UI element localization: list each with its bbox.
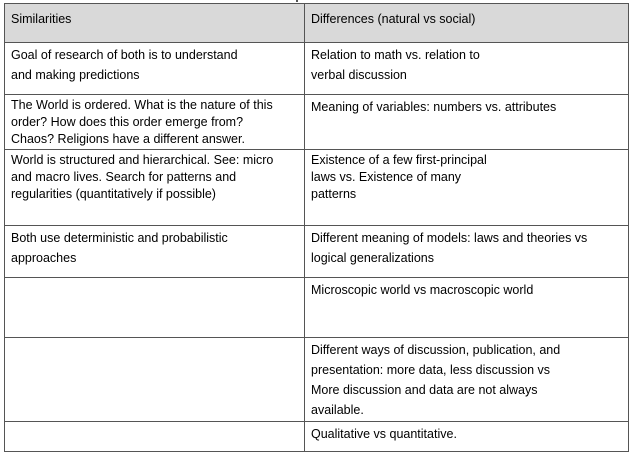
table-row [5, 226, 629, 278]
cell-line: More discussion and data are not always [311, 383, 538, 397]
similarity-cell-empty [5, 338, 305, 422]
table-row [5, 150, 629, 226]
header-similarities: Similarities [5, 4, 305, 43]
header-differences: Differences (natural vs social) [305, 4, 629, 43]
cell-line: World is structured and hierarchical. See: micro [11, 153, 274, 167]
table-row [5, 95, 629, 150]
similarity-cell [5, 95, 305, 150]
similarity-cell-empty [5, 422, 305, 452]
cell-line: order? How does this order emerge from? [11, 115, 244, 129]
cell-line: laws vs. Existence of many [311, 170, 462, 184]
cell-line: verbal discussion [311, 68, 407, 82]
table-row [5, 278, 629, 338]
table-row [5, 338, 629, 422]
header-row [5, 4, 629, 43]
cell-line: Qualitative vs quantitative. [311, 427, 457, 441]
difference-cell [305, 95, 629, 150]
cell-line: Relation to math vs. relation to [311, 48, 480, 62]
similarity-cell [5, 150, 305, 226]
comparison-table [4, 3, 629, 452]
table-row [5, 422, 629, 452]
cell-line: approaches [11, 251, 77, 265]
cell-line: Different ways of discussion, publication, and [311, 343, 561, 357]
cell-line: and macro lives. Search for patterns and [11, 170, 237, 184]
cell-line: and making predictions [11, 68, 140, 82]
cell-line: Meaning of variables: numbers vs. attributes [311, 100, 557, 114]
difference-cell [305, 422, 629, 452]
cell-line: Existence of a few first-principal [311, 153, 487, 167]
difference-cell [305, 278, 629, 338]
similarity-cell [5, 43, 305, 95]
cell-line: Microscopic world vs macroscopic world [311, 283, 534, 297]
cell-line: The World is ordered. What is the nature of this [11, 98, 273, 112]
stray-mark [296, 0, 298, 2]
difference-cell [305, 226, 629, 278]
cell-line: patterns [311, 187, 357, 201]
cell-line: regularities (quantitatively if possible) [11, 187, 216, 201]
cell-line: Both use deterministic and probabilistic [11, 231, 228, 245]
difference-cell [305, 338, 629, 422]
similarity-cell-empty [5, 278, 305, 338]
cell-line: presentation: more data, less discussion vs [311, 363, 551, 377]
cell-line: Goal of research of both is to understand [11, 48, 238, 62]
cell-line: logical generalizations [311, 251, 434, 265]
cell-line: Chaos? Religions have a different answer. [11, 132, 245, 146]
table-row [5, 43, 629, 95]
difference-cell [305, 150, 629, 226]
cell-line: available. [311, 403, 364, 417]
difference-cell [305, 43, 629, 95]
cell-line: Different meaning of models: laws and theories vs [311, 231, 588, 245]
similarity-cell [5, 226, 305, 278]
